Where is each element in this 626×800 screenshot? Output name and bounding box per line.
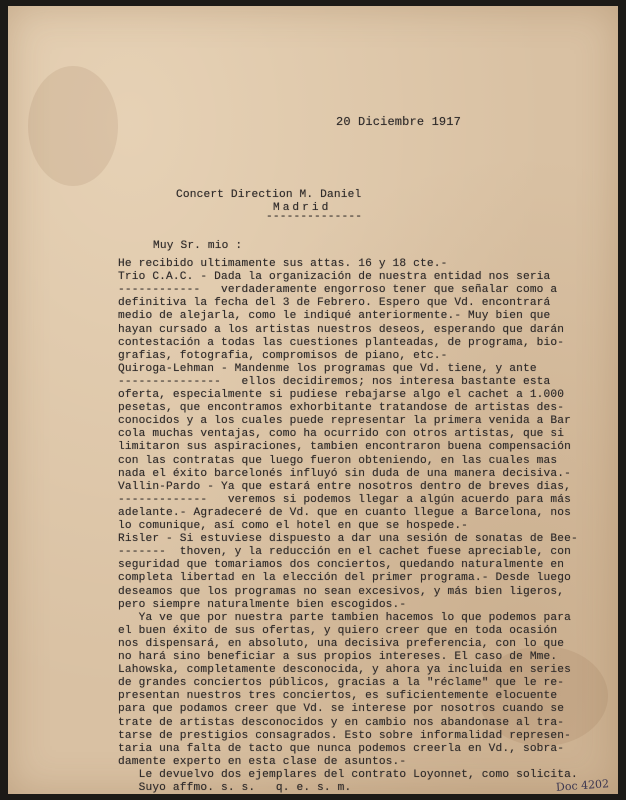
body-line: Vallin-Pardo - Ya que estará entre nosotros dentro de breves dias,: [118, 480, 571, 493]
body-line: el buen éxito de sus ofertas, y quiero creer que en toda ocasión: [118, 624, 558, 637]
body-line: medio de alejarla, como le indiqué anteriormente.- Muy bien que: [118, 310, 551, 323]
body-line: Suyo affmo. s. s. q. e. s. m.: [118, 782, 352, 794]
paper-stain: [28, 66, 118, 186]
body-line: --------------- ellos decidiremos; nos interesa bastante esta: [118, 375, 551, 388]
body-line: Quiroga-Lehman - Mandenme los programas que Vd. tiene, y ante: [118, 362, 537, 375]
body-line: nada el éxito barcelonés influyó sin duda de una manera decisiva.-: [118, 467, 571, 480]
body-line: con las contratas que luego fueron obteniendo, en las cuales mas: [118, 454, 558, 467]
body-line: Trio C.A.C. - Dada la organización de nuestra entidad nos seria: [118, 271, 551, 284]
body-line: taria una falta de tacto que nunca podemos creerla en Vd., sobra-: [118, 742, 565, 755]
body-line: hayan cursado a los artistas nuestros deseos, esperando que darán: [118, 323, 565, 336]
body-line: Risler - Si estuviese dispuesto a dar una sesión de sonatas de Bee-: [118, 533, 578, 546]
body-line: tarse de prestigios consagrados. Esto sobre informalidad represen-: [118, 729, 571, 742]
body-line: presentan nuestros tres conciertos, es suficientemente elocuente: [118, 690, 558, 703]
body-line: ------------ verdaderamente engorroso tener que señalar como a: [118, 284, 558, 297]
body-line: Le devuelvo dos ejemplares del contrato Loyonnet, como solicita.: [118, 768, 578, 781]
body-line: definitiva la fecha del 3 de Febrero. Espero que Vd. encontrará: [118, 297, 551, 310]
recipient-name: Concert Direction M. Daniel: [176, 189, 362, 201]
body-line: contestación a todas las cuestiones planteadas, de programa, bio-: [118, 336, 565, 349]
recipient-underline: --------------: [266, 211, 363, 223]
salutation: Muy Sr. mio :: [153, 240, 243, 252]
body-line: de grandes conciertos públicos, gracias a la "réclame" que le re-: [118, 677, 565, 690]
body-line: He recibido ultimamente sus attas. 16 y 18 cte.-: [118, 258, 448, 270]
body-line: ------------- veremos si podemos llegar a algún acuerdo para más: [118, 493, 571, 506]
body-line: Ya ve que por nuestra parte tambien hacemos lo que podemos para: [118, 611, 571, 624]
body-line: pero siempre naturalmente bien escogidos.-: [118, 598, 407, 611]
body-line: damente experto en esta clase de asuntos.-: [118, 755, 407, 768]
body-line: Lahowska, completamente desconocida, y ahora ya incluida en series: [118, 664, 571, 677]
body-line: nos dispensará, en absoluto, una decisiva preferencia, con lo que: [118, 637, 565, 650]
body-line: ------- thoven, y la reducción en el cachet fuese apreciable, con: [118, 546, 571, 559]
body-line: cola muchas ventajas, como ha ocurrido con otros artistas, que si: [118, 428, 565, 441]
body-line: lo comunique, así como el hotel en que se hospede.-: [118, 520, 469, 532]
body-line: adelante.- Agradeceré de Vd. que en cuanto llegue a Barcelona, nos: [118, 506, 571, 519]
body-line: conocidos y a los cuales puede representar la primera venida a Bar: [118, 415, 571, 428]
body-line: para que podamos creer que Vd. se interese por nosotros cuando se: [118, 703, 565, 716]
letter-date: 20 Diciembre 1917: [336, 115, 461, 129]
body-line: trate de artistas desconocidos y en cambio nos abandonase al tra-: [118, 716, 565, 729]
body-line: seguridad que tomariamos dos conciertos, quedando naturalmente en: [118, 559, 565, 572]
body-line: deseamos que los programas no sean excesivos, y más bien ligeros,: [118, 585, 565, 598]
body-line: grafias, fotografia, compromisos de piano, etc.-: [118, 349, 448, 362]
body-line: completa libertad en la elección del primer programa.- Desde luego: [118, 572, 571, 585]
body-line: limitaron sus aspiraciones, tambien encontraron buena compensación: [118, 441, 571, 454]
recipient-city: Madrid: [273, 202, 332, 214]
letter-page: [8, 6, 618, 794]
body-line: no hará sino beneficiar a sus propios intereses. El caso de Mme.: [118, 651, 558, 663]
archive-mark: Doc 4202: [555, 777, 610, 794]
body-line: oferta, especialmente si pudiese rebajarse algo el cachet a 1.000: [118, 389, 565, 401]
body-line: pesetas, que encontramos exhorbitante tratandose de artistas des-: [118, 402, 565, 415]
